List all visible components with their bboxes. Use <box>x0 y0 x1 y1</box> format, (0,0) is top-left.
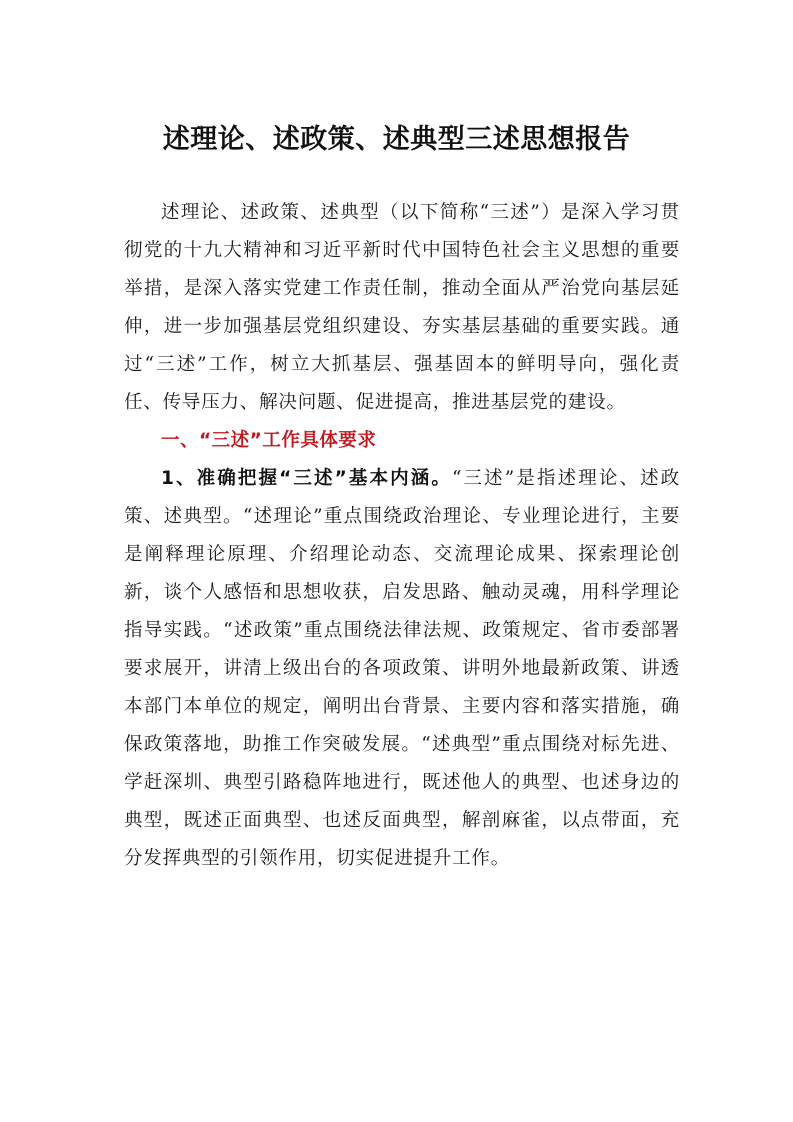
item-1-paragraph <box>124 460 680 878</box>
section-heading-1: 一、“三述”工作具体要求 <box>161 430 377 451</box>
document-body <box>124 194 680 878</box>
item-1-lead: 1、准确把握“三述”基本内涵。 <box>161 468 452 489</box>
document-title: 述理论、述政策、述典型三述思想报告 <box>162 124 631 155</box>
item-1-body: “三述”是指述理论、述政策、述典型。“述理论”重点围绕政治理论、专业理论进行，主要是阐释理论原理、介绍理论动态、交流理论成果、探索理论创新，谈个人感悟和思想收获，启发思路、触动灵魂，用科学理论指导实践。“述政策”重点围绕法律法规、政策规定、省市委部署要求展开，讲清上级出台的各项政策、讲明外地最新政策、讲透本部门本单位的规定，阐明出台背景、主要内容和落实措施，确保政策落地，助推工作突破发展。“述典型”重点围绕对标先进、学赶深圳、典型引路稳阵地进行，既述他人的典型、也述身边的典型，既述正面典型、也述反面典型，解剖麻雀，以点带面，充分发挥典型的引领作用，切实促进提升工作。 <box>124 468 680 869</box>
intro-paragraph: 述理论、述政策、述典型（以下简称“三述”）是深入学习贯彻党的十九大精神和习近平新时代中国特色社会主义思想的重要举措，是深入落实党建工作责任制，推动全面从严治党向基层延伸，进一步加强基层党组织建设、夯实基层基础的重要实践。通过“三述”工作，树立大抓基层、强基固本的鲜明导向，强化责任、传导压力、解决问题、促进提高，推进基层党的建设。 <box>124 202 680 413</box>
